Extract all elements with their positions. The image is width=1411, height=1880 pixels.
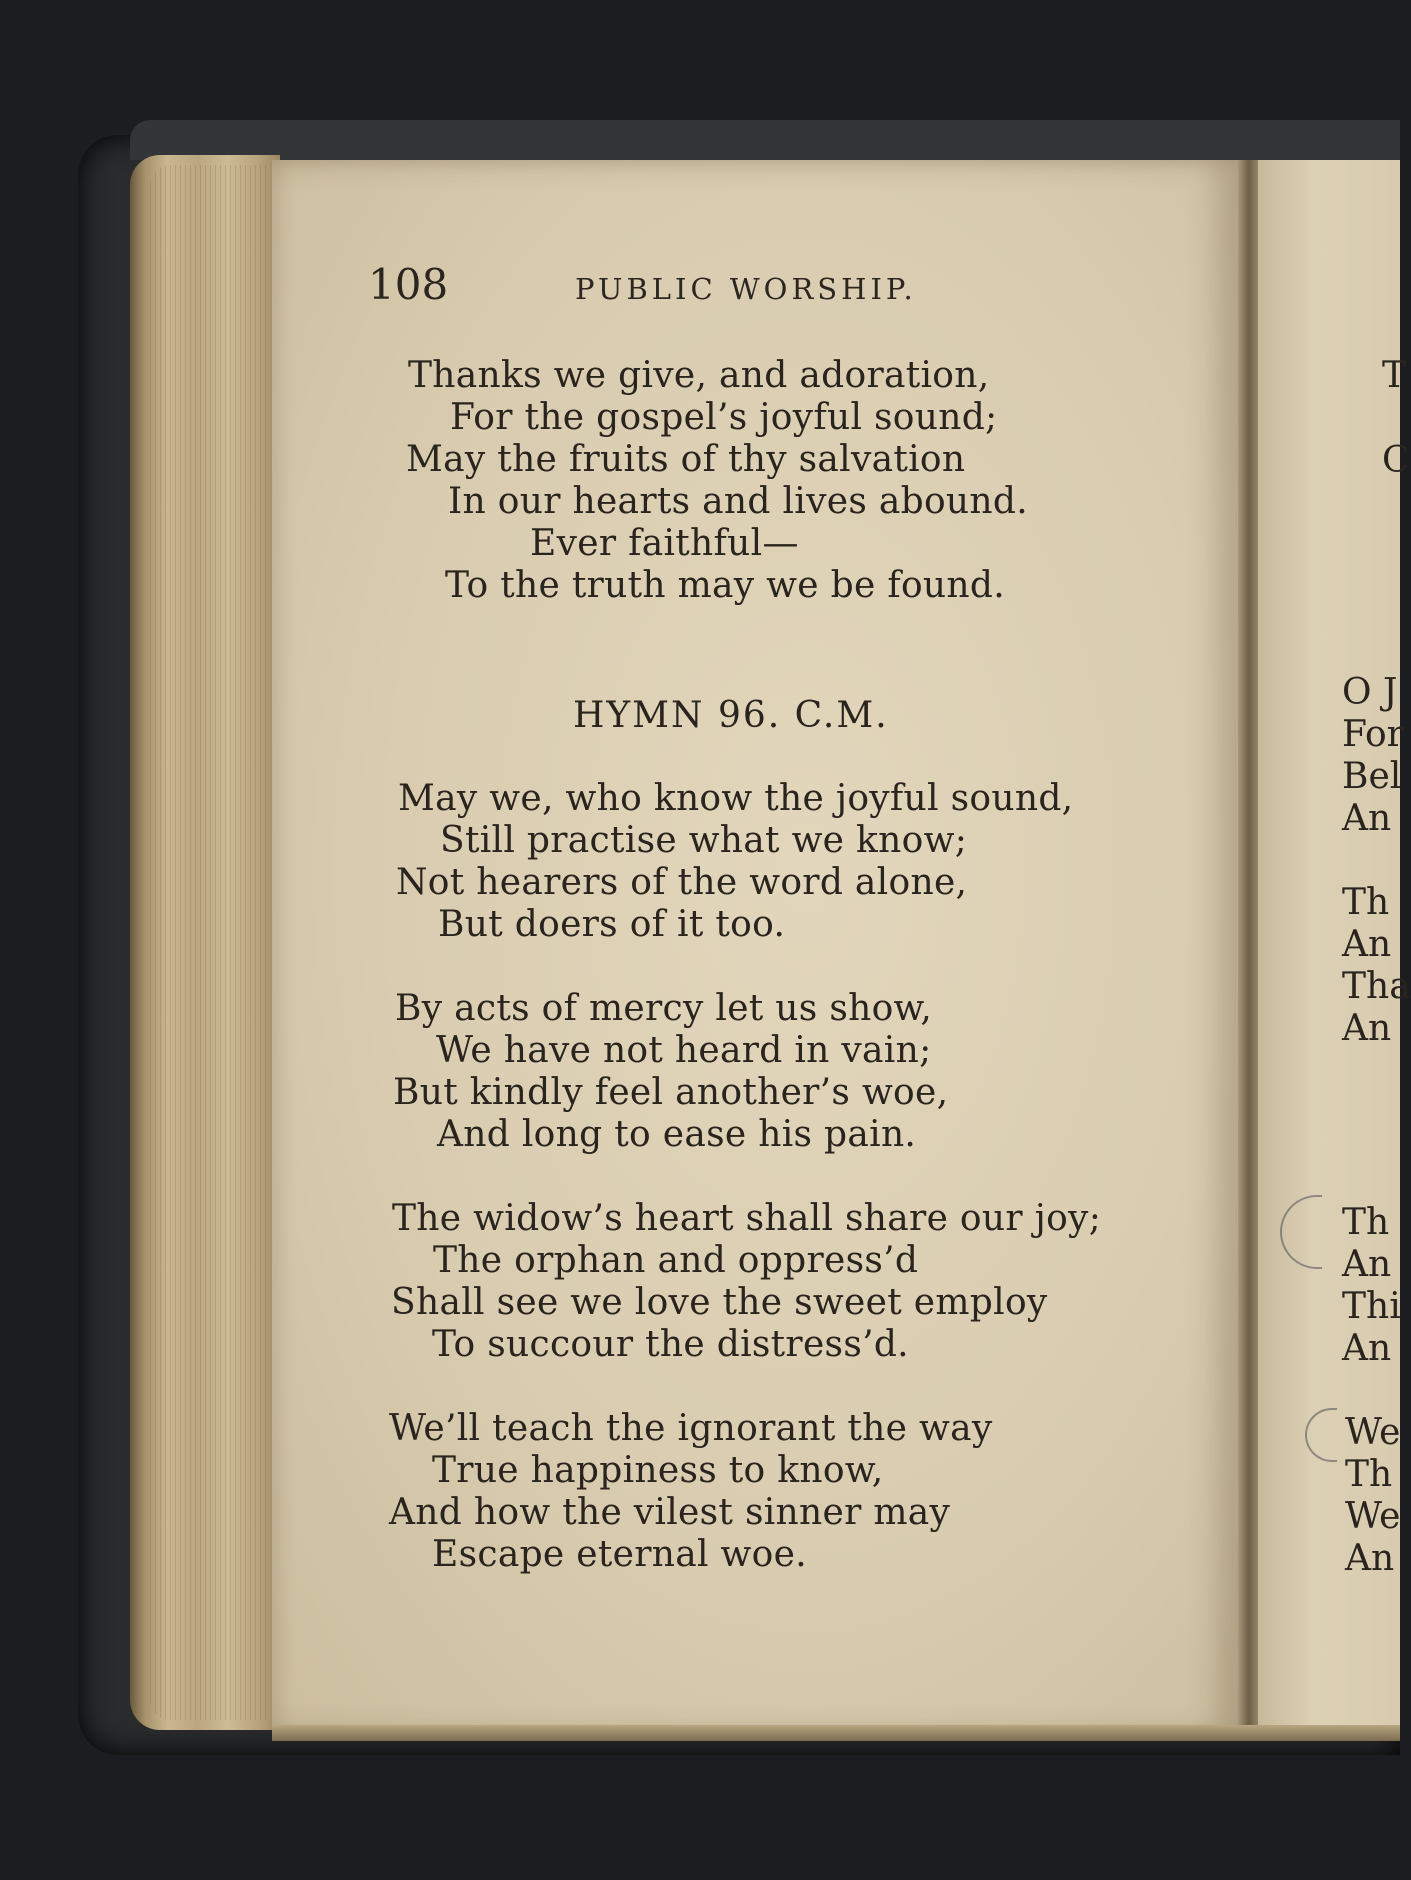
right-page-fragment: An (1342, 1328, 1392, 1369)
right-page-fragment: An (1342, 924, 1392, 965)
verse-line: We’ll teach the ignorant the way (389, 1408, 993, 1449)
right-page-fragment: For (1342, 714, 1404, 755)
right-page-fragment: An (1342, 798, 1392, 839)
right-page-fragment: We (1345, 1496, 1401, 1537)
verse-line: In our hearts and lives abound. (448, 481, 1028, 522)
bottom-page-edge (272, 1725, 1400, 1741)
right-page-fragment: An (1342, 1244, 1392, 1285)
verse-line: The orphan and oppress’d (433, 1240, 919, 1281)
right-page-fragment: T (1382, 355, 1407, 396)
book-gutter (1238, 160, 1260, 1735)
verse-line: May the fruits of thy salvation (406, 439, 966, 480)
right-page-fragment: Thi (1342, 1286, 1401, 1327)
verse-line: For the gospel’s joyful sound; (450, 397, 998, 438)
hymn-heading: HYMN 96. C.M. (573, 695, 889, 736)
right-page-fragment: Bel (1342, 756, 1402, 797)
verse-line: May we, who know the joyful sound, (398, 778, 1074, 819)
verse-line: Shall see we love the sweet employ (391, 1282, 1048, 1323)
right-page-fragment: C (1382, 440, 1410, 481)
verse-line: By acts of mercy let us show, (395, 988, 933, 1029)
verse-line: Ever faithful— (530, 523, 799, 564)
verse-line: To the truth may we be found. (445, 565, 1005, 606)
verse-line: Not hearers of the word alone, (396, 862, 968, 903)
verse-line: Still practise what we know; (440, 820, 968, 861)
verse-line: And long to ease his pain. (437, 1114, 917, 1155)
verse-line: But kindly feel another’s woe, (393, 1072, 949, 1113)
verse-line: True happiness to know, (432, 1450, 884, 1491)
verse-line: To succour the distress’d. (432, 1324, 909, 1365)
right-page-fragment: Tha (1342, 966, 1411, 1007)
right-page-fragment: Th (1342, 1202, 1390, 1243)
verse-line: But doers of it too. (438, 904, 786, 945)
verse-line: Escape eternal woe. (432, 1534, 807, 1575)
right-page-fragment: We (1345, 1412, 1401, 1453)
book-cover-top (130, 120, 1400, 160)
right-page-fragment: Th (1345, 1454, 1393, 1495)
verse-line: We have not heard in vain; (436, 1030, 932, 1071)
running-title: PUBLIC WORSHIP. (575, 272, 917, 306)
page-edge-lines (150, 165, 270, 1720)
right-page-fragment: An (1345, 1538, 1395, 1579)
verse-line: And how the vilest sinner may (389, 1492, 951, 1533)
verse-line: The widow’s heart shall share our joy; (392, 1198, 1102, 1239)
right-page-fragment: An (1342, 1008, 1392, 1049)
page-number: 108 (368, 260, 449, 309)
verse-line: Thanks we give, and adoration, (408, 355, 990, 396)
right-page-fragment: O J (1342, 672, 1398, 713)
right-page-fragment: Th (1342, 882, 1390, 923)
